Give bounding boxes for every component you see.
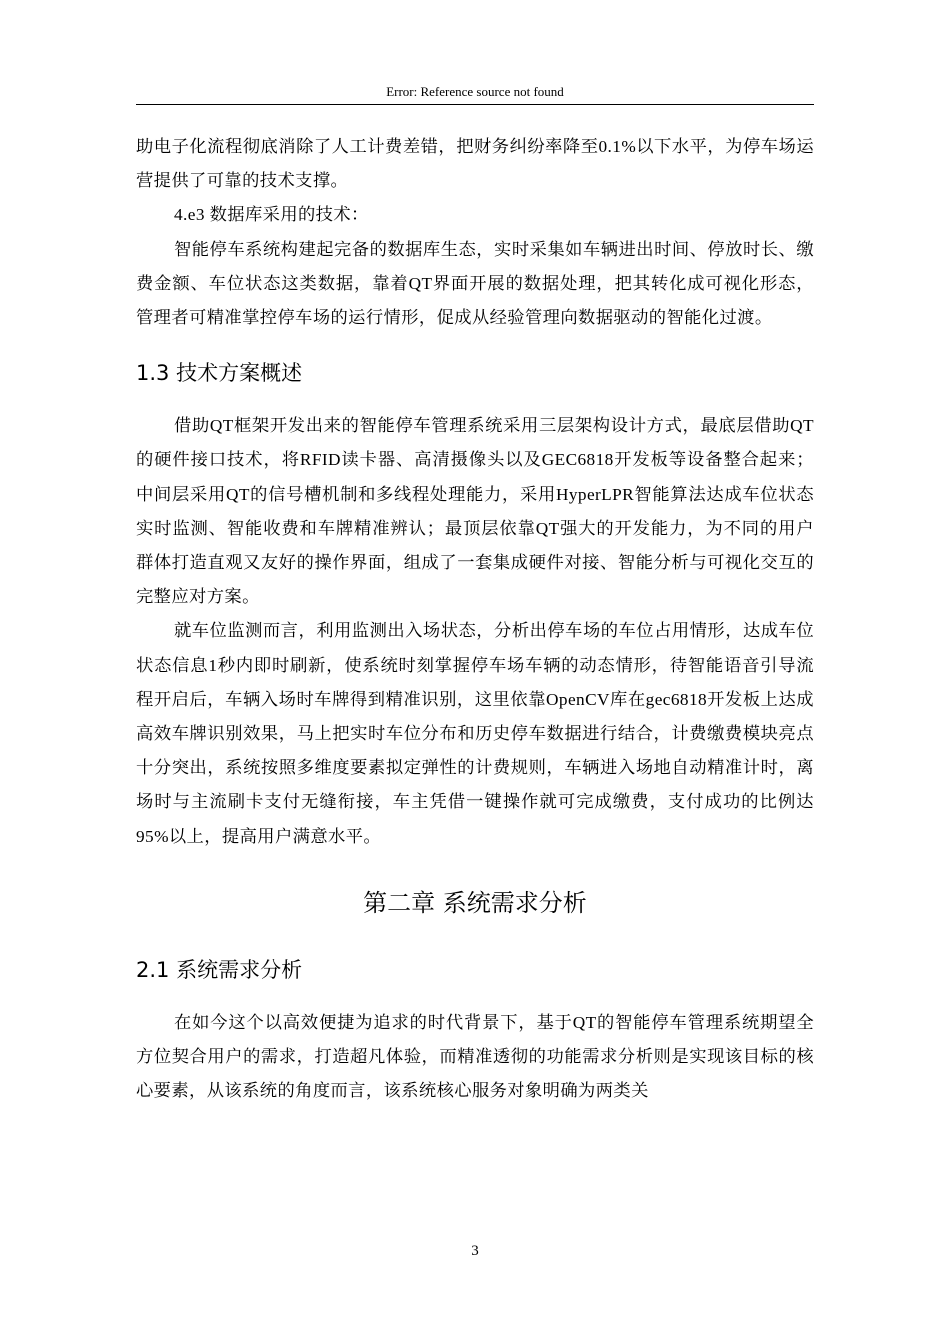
- section-heading-2-1: 2.1 系统需求分析: [136, 957, 303, 982]
- paragraph-requirements: 在如今这个以高效便捷为追求的时代背景下，基于QT的智能停车管理系统期望全方位契合用户的需求，打造超凡体验，而精准透彻的功能需求分析则是实现该目标的核心要素，从该系统的角度而言，该系统核心服务对象明确为两类关: [136, 1012, 814, 1101]
- paragraph-continuation: 助电子化流程彻底消除了人工计费差错，把财务纠纷率降至0.1%以下水平，为停车场运营提供了可靠的技术支撑。: [136, 137, 814, 191]
- paragraph-db-tech: 智能停车系统构建起完备的数据库生态，实时采集如车辆进出时间、停放时长、缴费金额、车位状态这类数据，靠着QT界面开展的数据处理，把其转化成可视化形态，管理者可精准掌控停车场的运行情形，促成从经验管理向数据驱动的智能化过渡。: [136, 239, 814, 328]
- paragraph-monitoring: 就车位监测而言，利用监测出入场状态，分析出停车场的车位占用情形，达成车位状态信息1秒内即时刷新，使系统时刻掌握停车场车辆的动态情形，待智能语音引导流程开启后，车辆入场时车牌得到精准识别，这里依靠OpenCV库在gec6818开发板上达成高效车牌识别效果，马上把实时车位分布和历史停车数据进行结合，计费缴费模块亮点十分突出，系统按照多维度要素拟定弹性的计费规则，车辆进入场地自动精准计时，离场时与主流刷卡支付无缝衔接，车主凭借一键操作就可完成缴费，支付成功的比例达95%以上，提高用户满意水平。: [136, 621, 814, 846]
- page-number: 3: [471, 1243, 479, 1259]
- paragraph-db-tech-label: 4.e3 数据库采用的技术：: [174, 205, 369, 225]
- page-body: [136, 130, 814, 1108]
- header-rule: [136, 104, 814, 105]
- paragraph-architecture: 借助QT框架开发出来的智能停车管理系统采用三层架构设计方式，最底层借助QT的硬件接口技术，将RFID读卡器、高清摄像头以及GEC6818开发板等设备整合起来；中间层采用QT的信号槽机制和多线程处理能力，采用HyperLPR智能算法达成车位状态实时监测、智能收费和车牌精准辨认；最顶层依靠QT强大的开发能力，为不同的用户群体打造直观又友好的操作界面，组成了一套集成硬件对接、智能分析与可视化交互的完整应对方案。: [136, 416, 814, 607]
- section-heading-1-3: 1.3 技术方案概述: [136, 361, 303, 386]
- page-header: Error: Reference source not found: [386, 84, 564, 99]
- chapter-heading-2: 第二章 系统需求分析: [363, 888, 587, 917]
